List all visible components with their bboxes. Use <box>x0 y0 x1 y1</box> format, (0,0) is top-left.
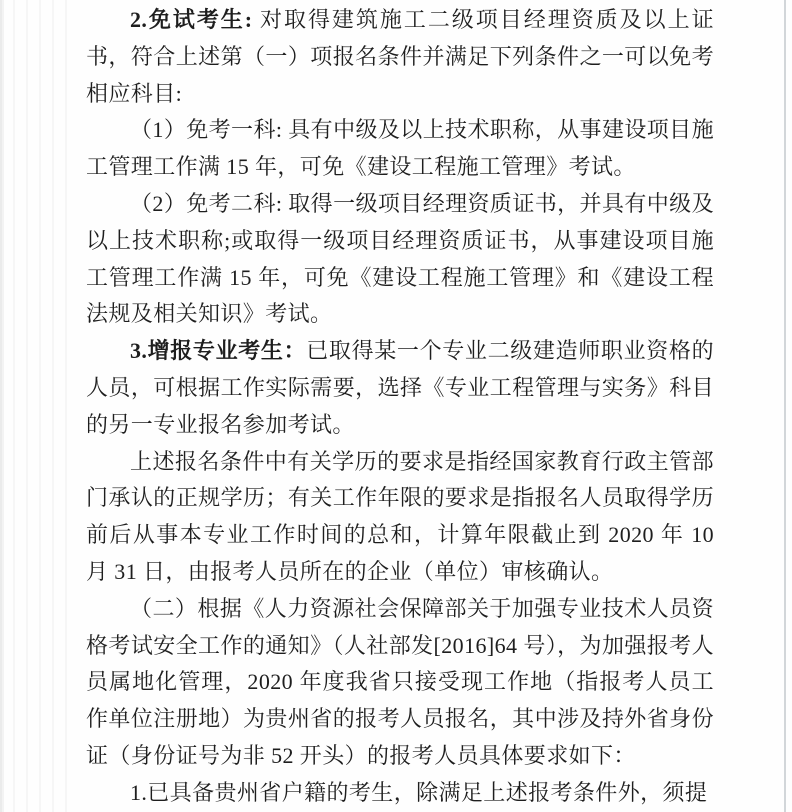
paragraph-text: 1.已具备贵州省户籍的考生，除满足上述报考条件外，须提 <box>130 779 708 805</box>
scan-smudge-artifact <box>0 0 4 812</box>
paragraph-guizhou-household <box>86 775 714 812</box>
paragraph-education-requirement <box>86 444 714 591</box>
page-right-edge-line <box>784 0 786 812</box>
paragraph-text: 上述报名条件中有关学历的要求是指经国家教育行政主管部门承认的正规学历；有关工作年限的要求是指报名人员取得学历前后从事本专业工作时间的总和，计算年限截止到 2020 年 10 月 31 日，由报考人员所在的企业（单位）审核确认。 <box>86 448 714 584</box>
paragraph-text: （1）免考一科: 具有中级及以上技术职称，从事建设项目施工管理工作满 15 年，可免《建设工程施工管理》考试。 <box>86 117 714 180</box>
paragraph-additional-major-candidates <box>86 333 714 443</box>
scan-streak-artifact <box>0 0 70 812</box>
document-body <box>86 2 714 812</box>
paragraph-exempt-candidates <box>86 2 714 112</box>
paragraph-exempt-one-subject <box>86 112 714 186</box>
paragraph-text: （2）免考二科: 取得一级项目经理资质证书，并具有中级及以上技术职称;或取得一级项目经理资质证书，从事建设项目施工管理工作满 15 年，可免《建设工程施工管理》和《建设工程法规及相关知识》考试。 <box>86 190 714 327</box>
paragraph-lead: 2.免试考生: <box>130 7 253 32</box>
paragraph-lead: 3.增报专业考生： <box>130 338 307 364</box>
paragraph-text: 对取得建筑施工二级项目经理资质及以上证书，符合上述第（一）项报名条件并满足下列条件之一可以免考相应科目: <box>86 7 714 106</box>
paragraph-exempt-two-subjects <box>86 186 714 333</box>
paragraph-text: （二）根据《人力资源社会保障部关于加强专业技术人员资格考试安全工作的通知》（人社部发[2016]64 号），为加强报考人员属地化管理，2020 年度我省只接受现工作地（指报考人员工作单位注册地）为贵州省的报考人员报名，其中涉及持外省身份证（身份证号为非 52 开头）的报考人员具体要求如下： <box>86 595 714 768</box>
paragraph-locality-management <box>86 591 714 775</box>
paragraph-text: 已取得某一个专业二级建造师职业资格的人员，可根据工作实际需要，选择《专业工程管理与实务》科目的另一专业报名参加考试。 <box>86 338 714 437</box>
